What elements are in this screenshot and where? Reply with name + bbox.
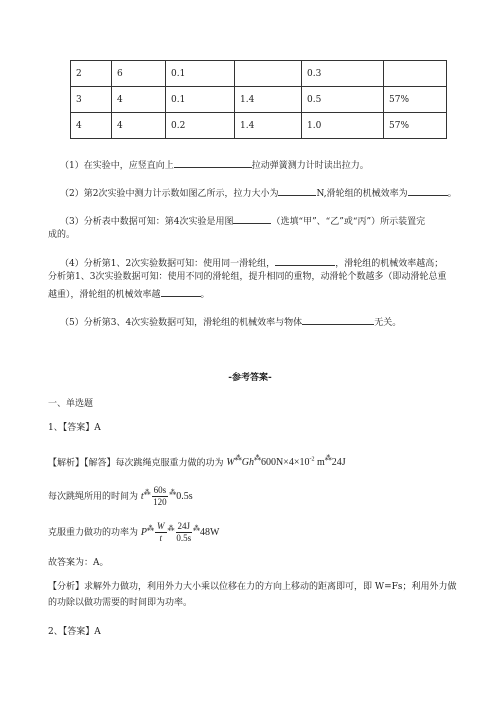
table-cell: 0.2 [166, 113, 235, 139]
power-fraction-2: $\frac{24J}{0.5s}$ [176, 521, 192, 543]
table-cell: 0.3 [302, 61, 384, 87]
table-cell [235, 61, 302, 87]
question-1: （1）在实验中，应竖直向上 拉动弹簧测力计时读出拉力。 [60, 157, 460, 173]
table-cell: 0.5 [302, 87, 384, 113]
table-cell: 0.1 [166, 61, 235, 87]
table-row [71, 61, 447, 87]
table-cell: 4 [112, 113, 166, 139]
question-5: （5）分析第3、4次实验数据可知，滑轮组的机械效率与物体 无关。 [60, 314, 460, 330]
table-cell: 1.4 [235, 113, 302, 139]
table-cell: 1.4 [235, 87, 302, 113]
question-2: （2）第2次实验中测力计示数如图乙所示，拉力大小为 N,滑轮组的机械效率为 。 [60, 185, 460, 201]
table-cell: 57% [384, 113, 447, 139]
solution-power: 克服重力做功的功率为 P⁂ $\frac{W}{t}$ ⁂ $\frac{24J}{0.5s}$ ⁂48W [48, 521, 220, 543]
table-row [71, 113, 447, 139]
question-4-line3: 越重），滑轮组的机械效率越 。 [48, 286, 448, 302]
table-cell: 6 [112, 61, 166, 87]
table-cell: 4 [112, 87, 166, 113]
experiment-data-table [70, 60, 447, 139]
table-cell [384, 61, 447, 87]
power-fraction-1: $\frac{W}{t}$ [157, 521, 165, 543]
answer-blank [233, 213, 271, 224]
answer-blank [302, 314, 374, 325]
analysis-line-2: 的功除以做功需要的时间即为功率。 [48, 598, 193, 608]
table-cell: 2 [71, 61, 112, 87]
table-row [71, 87, 447, 113]
table-cell: 3 [71, 87, 112, 113]
question-3: （3）分析表中数据可知：第4次实验是用图 （选填“甲”、“乙”或“丙”）所示装置完 [60, 213, 460, 229]
table-cell: 0.1 [166, 87, 235, 113]
solution-work: 【解析】【解答】每次跳绳克服重力做的功为 $W^⁂Gh^⁂600N\times 4\times 10^{-2}$ m⁂24J [48, 455, 346, 469]
answer-blank [408, 185, 448, 196]
answer-blank [174, 157, 252, 168]
analysis-line-1: 【分析】求解外力做功，利用外力大小乘以位移在力的方向上移动的距离即可，即 W=Fs；利用外力做 [48, 582, 457, 592]
table-cell: 57% [384, 87, 447, 113]
question-3-cont: 成的。 [48, 230, 76, 240]
conclusion: 故答案为：A。 [48, 558, 109, 568]
answer-1: 1、【答案】A [48, 423, 101, 433]
answer-blank [161, 286, 201, 297]
section-heading: 一、单选题 [48, 399, 94, 409]
answer-blank [278, 185, 316, 196]
solution-time: 每次跳绳所用的时间为 t⁂ $\frac{60s}{120}$ ⁂0.5s [48, 485, 193, 507]
question-4-line2: 分析第1、3次实验数据可知：使用不同的滑轮组，提升相同的重物，动滑轮个数越多（即动滑轮总重 [48, 272, 447, 282]
table-cell: 4 [71, 113, 112, 139]
question-4: （4）分析第1、2次实验数据可知：使用同一滑轮组， ，滑轮组的机械效率越高； [60, 255, 460, 271]
table-cell: 1.0 [302, 113, 384, 139]
work-formula: $W^⁂Gh^⁂600N\times 4\times 10^{-2}$ m⁂24J [226, 455, 346, 469]
time-fraction: $\frac{60s}{120}$ [153, 485, 167, 507]
answers-title: -参考答案- [228, 373, 272, 383]
answer-blank [275, 255, 335, 266]
answer-2: 2、【答案】A [48, 627, 101, 637]
